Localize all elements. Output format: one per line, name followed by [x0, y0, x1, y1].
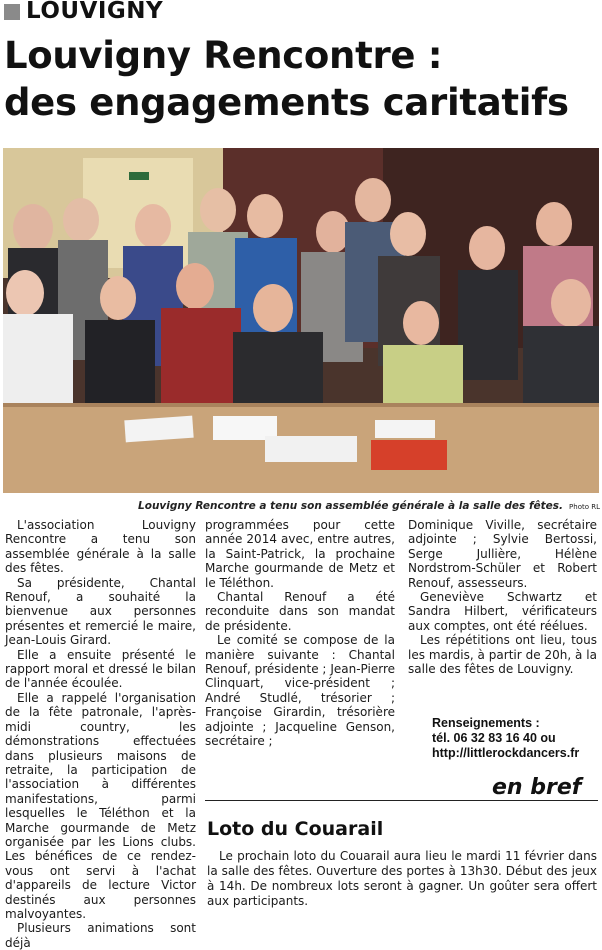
photo-credit: Photo RL	[569, 503, 600, 511]
info-phone: tél. 06 32 83 16 40 ou	[432, 731, 556, 745]
en-bref-rule	[205, 800, 598, 801]
article-column-3	[408, 518, 597, 676]
paragraph: L'association Louvigny Rencontre a tenu son assemblée générale à la salle des fêtes.	[5, 518, 196, 576]
paragraph: Geneviève Schwartz et Sandra Hilbert, vérificateurs aux comptes, ont été réélues.	[408, 590, 597, 633]
headline-line-2: des engagements caritatifs	[4, 81, 569, 124]
group-photo	[3, 148, 599, 493]
section-square-icon	[4, 4, 20, 20]
paragraph: programmées pour cette année 2014 avec, entre autres, la Saint-Patrick, la prochaine Marche gourmande de Metz et le Téléthon.	[205, 518, 395, 590]
paragraph: Chantal Renouf a été reconduite dans son mandat de présidente.	[205, 590, 395, 633]
paragraph: Les répétitions ont lieu, tous les mardis, à partir de 20h, à la salle des fêtes de Louvigny.	[408, 633, 597, 677]
paragraph: Dominique Viville, secrétaire adjointe ; Sylvie Bertossi, Serge Jullière, Hélène Nordstrom-Schüler et Robert Renouf, assesseurs.	[408, 518, 597, 590]
paragraph: Plusieurs animations sont déjà	[5, 921, 196, 950]
section-header	[0, 0, 602, 24]
paragraph: Le comité se compose de la manière suivante : Chantal Renouf, présidente ; Jean-Pierre Clinquart, vice-président ; André Studlé, trésorier ; Françoise Girardin, trésorière adjointe ; Jacqueline Genson, secrétaire ;	[205, 633, 395, 749]
info-url[interactable]: http://littlerockdancers.fr	[432, 746, 580, 760]
brief-body: Le prochain loto du Couarail aura lieu le mardi 11 février dans la salle des fêtes. Ouverture des portes à 13h30. Début des jeux à 14h. De nombreux lots seront à gagner. Un goûter sera offert aux participants.	[207, 849, 597, 908]
section-label: LOUVIGNY	[26, 0, 164, 24]
info-title: Renseignements :	[432, 716, 540, 730]
headline-line-1: Louvigny Rencontre :	[4, 34, 443, 77]
paragraph: Elle a rappelé l'organisation de la fête patronale, l'après-midi country, les démonstrations effectuées dans plusieurs maisons de retraite, la participation de l'association à différentes manifestations, parmi lesquelles le Téléthon et la Marche gourmande de Metz organisée par les Lions clubs. Les bénéfices de ce rendez-vous ont servi à l'achat d'appareils de lecture Victor destinés aux personnes malvoyantes.	[5, 690, 196, 921]
info-box	[432, 716, 579, 761]
headline	[4, 32, 600, 126]
article-column-2	[205, 518, 395, 749]
article-column-1	[5, 518, 196, 950]
brief-title: Loto du Couarail	[207, 818, 384, 840]
paragraph: Sa présidente, Chantal Renouf, a souhaité la bienvenue aux personnes présentes et remercié le maire, Jean-Louis Girard.	[5, 575, 196, 648]
paragraph: Elle a ensuite présenté le rapport moral et dressé le bilan de l'année écoulée.	[5, 647, 196, 691]
en-bref-label: en bref	[492, 775, 582, 800]
photo-caption	[0, 500, 600, 512]
caption-text: Louvigny Rencontre a tenu son assemblée générale à la salle des fêtes.	[138, 500, 564, 512]
